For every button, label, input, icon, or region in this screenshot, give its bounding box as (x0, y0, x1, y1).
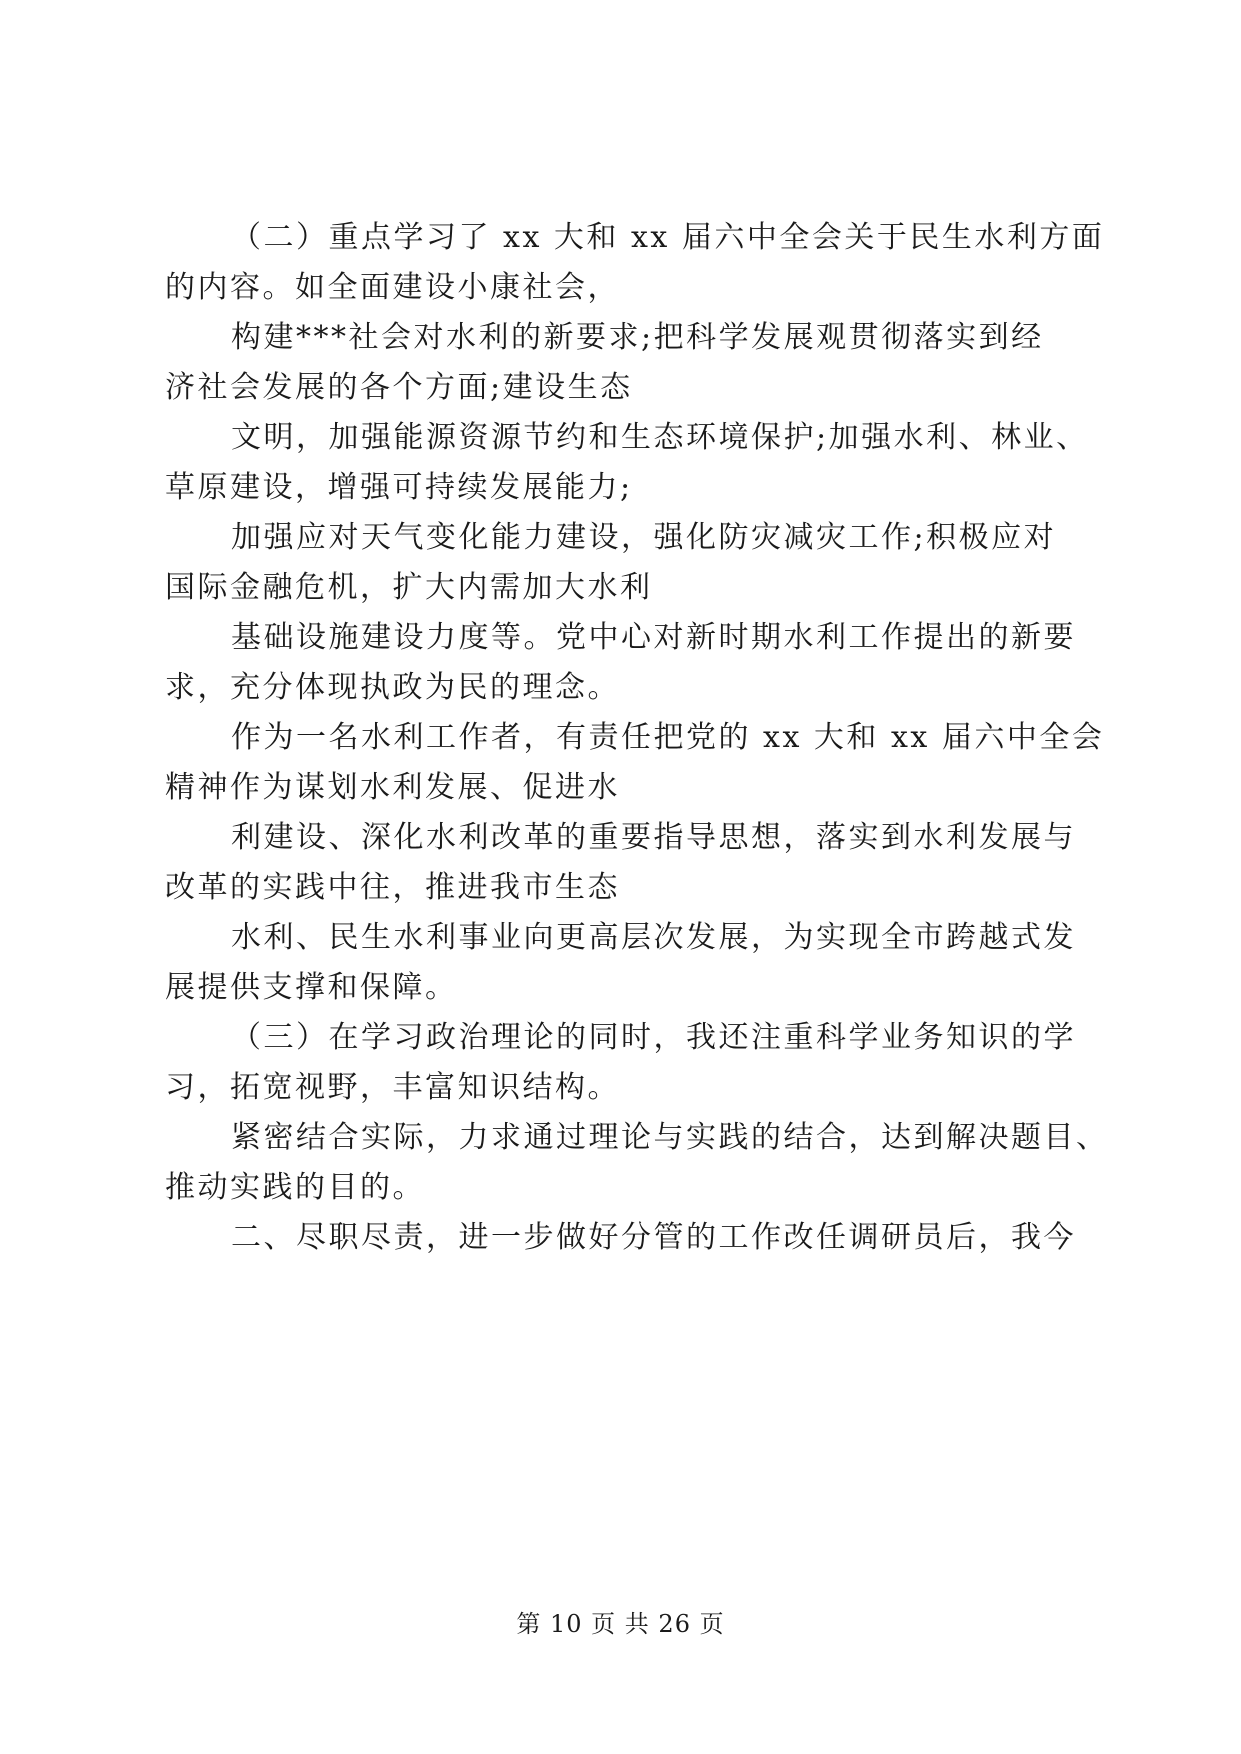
paragraph-10-line-1: 紧密结合实际，力求通过理论与实践的结合，达到解决题目、 (231, 1120, 1109, 1155)
paragraph-3-line-1: 文明，加强能源资源节约和生态环境保护;加强水利、林业、 (231, 420, 1089, 455)
paragraph-7-line-2: 改革的实践中往，推进我市生态 (165, 870, 620, 905)
paragraph-11-line-1: 二、尽职尽责，进一步做好分管的工作改任调研员后，我今 (231, 1220, 1076, 1255)
paragraph-6-line-2: 精神作为谋划水利发展、促进水 (165, 770, 620, 805)
paragraph-8-line-2: 展提供支撑和保障。 (165, 970, 458, 1005)
paragraph-5-line-2: 求，充分体现执政为民的理念。 (165, 670, 620, 705)
page-number-footer: 第 10 页 共 26 页 (516, 1610, 725, 1638)
paragraph-4-line-1: 加强应对天气变化能力建设，强化防灾减灾工作;积极应对 (231, 520, 1057, 555)
paragraph-1-line-1: （二）重点学习了 xx 大和 xx 届六中全会关于民生水利方面 (231, 220, 1105, 255)
body-text (165, 213, 1109, 1263)
paragraph-1-line-2: 的内容。如全面建设小康社会， (165, 270, 620, 305)
paragraph-2-line-1: 构建***社会对水利的新要求;把科学发展观贯彻落实到经 (231, 320, 1044, 355)
paragraph-9-line-1: （三）在学习政治理论的同时，我还注重科学业务知识的学 (231, 1020, 1076, 1055)
paragraph-4-line-2: 国际金融危机，扩大内需加大水利 (165, 570, 653, 605)
paragraph-10-line-2: 推动实践的目的。 (165, 1170, 425, 1205)
paragraph-3-line-2: 草原建设，增强可持续发展能力; (165, 470, 633, 505)
paragraph-5-line-1: 基础设施建设力度等。党中心对新时期水利工作提出的新要 (231, 620, 1076, 655)
paragraph-6-line-1: 作为一名水利工作者，有责任把党的 xx 大和 xx 届六中全会 (231, 720, 1105, 755)
paragraph-7-line-1: 利建设、深化水利改革的重要指导思想，落实到水利发展与 (231, 820, 1076, 855)
paragraph-8-line-1: 水利、民生水利事业向更高层次发展，为实现全市跨越式发 (231, 920, 1076, 955)
paragraph-9-line-2: 习，拓宽视野，丰富知识结构。 (165, 1070, 620, 1105)
paragraph-2-line-2: 济社会发展的各个方面;建设生态 (165, 370, 633, 405)
